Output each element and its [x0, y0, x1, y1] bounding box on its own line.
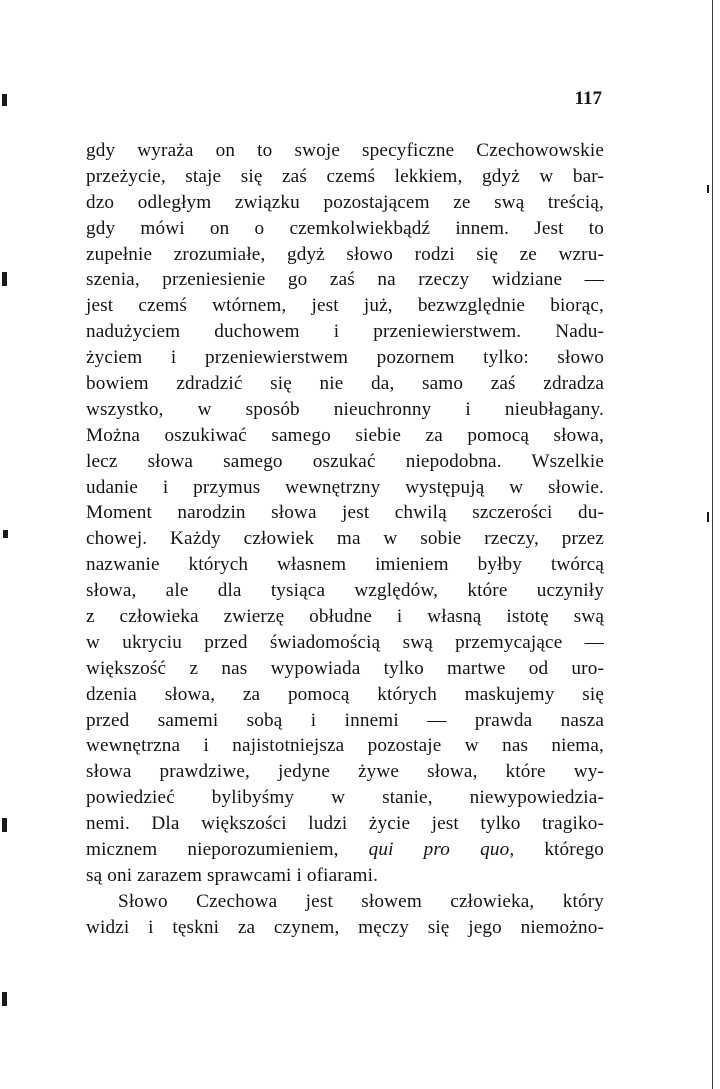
text-line: gdy wyraża on to swoje specyficzne Czechowowskie — [86, 140, 604, 161]
text-line: większość z nas wypowiada tylko martwe od uro- — [86, 657, 604, 679]
text-line: w ukryciu przed świadomością swą przemycające — — [86, 631, 604, 653]
text-line: Słowo Czechowa jest słowem człowieka, który — [118, 890, 604, 912]
text-line: szenia, przeniesienie go zaś na rzeczy widziane — — [86, 269, 604, 291]
text-segment: , którego — [509, 839, 604, 861]
scan-mark — [707, 512, 709, 522]
text-line: powiedzieć bylibyśmy w stanie, niewypowiedzia- — [86, 787, 604, 809]
scan-mark — [3, 530, 8, 538]
scan-mark — [707, 185, 709, 193]
text-line: słowa, ale dla tysiąca względów, które uczyniły — [86, 580, 604, 602]
text-line: nadużyciem duchowem i przeniewierstwem. Nadu- — [86, 321, 604, 343]
text-line: są oni zarazem sprawcami i ofiarami. — [86, 864, 379, 886]
text-line: zupełnie zrozumiałe, gdyż słowo rodzi się ze wzru- — [86, 243, 604, 265]
text-segment: micznem nieporozumieniem, — [86, 839, 369, 861]
scan-mark — [2, 272, 7, 286]
text-line: widzi i tęskni za czynem, męczy się jego niemożno- — [86, 916, 604, 938]
text-line: dzo odległym związku pozostającem ze swą treścią, — [86, 191, 604, 213]
text-line: wewnętrzna i najistotniejsza pozostaje w nas niema, — [86, 735, 604, 757]
page-edge-line — [712, 0, 713, 1089]
italic-phrase: qui pro quo — [368, 839, 510, 861]
text-line: nemi. Dla większości ludzi życie jest tylko tragiko- — [86, 813, 604, 835]
text-line: nazwanie których własnem imieniem byłby twórcą — [86, 554, 604, 576]
text-line — [86, 837, 604, 863]
text-line: udanie i przymus wewnętrzny występują w słowie. — [86, 476, 604, 498]
text-line: Można oszukiwać samego siebie za pomocą słowa, — [86, 424, 604, 446]
text-line: życiem i przeniewierstwem pozornem tylko: słowo — [86, 347, 604, 369]
text-line: przed samemi sobą i innemi — prawda nasza — [86, 709, 604, 731]
page-number: 117 — [574, 88, 602, 109]
text-line: chowej. Każdy człowiek ma w sobie rzeczy, przez — [86, 528, 604, 550]
scan-mark — [2, 94, 7, 106]
scan-mark — [2, 818, 7, 832]
text-line: gdy mówi on o czemkolwiekbądź innem. Jest to — [86, 217, 604, 239]
text-line: lecz słowa samego oszukać niepodobna. Wszelkie — [86, 450, 604, 472]
text-line: przeżycie, staje się zaś czemś lekkiem, gdyż w bar- — [86, 165, 604, 187]
scan-mark — [2, 992, 7, 1006]
text-line: bowiem zdradzić się nie da, samo zaś zdradza — [86, 373, 604, 395]
text-line: wszystko, w sposób nieuchronny i nieubłagany. — [86, 398, 604, 420]
text-line: Moment narodzin słowa jest chwilą szczerości du- — [86, 502, 604, 524]
text-line: jest czemś wtórnem, jest już, bezwzględnie biorąc, — [86, 295, 604, 317]
text-line: z człowieka zwierzę obłudne i własną istotę swą — [86, 606, 604, 628]
body-text — [86, 138, 604, 941]
text-line: słowa prawdziwe, jedyne żywe słowa, które wy- — [86, 761, 604, 783]
text-line: dzenia słowa, za pomocą których maskujemy się — [86, 683, 604, 705]
